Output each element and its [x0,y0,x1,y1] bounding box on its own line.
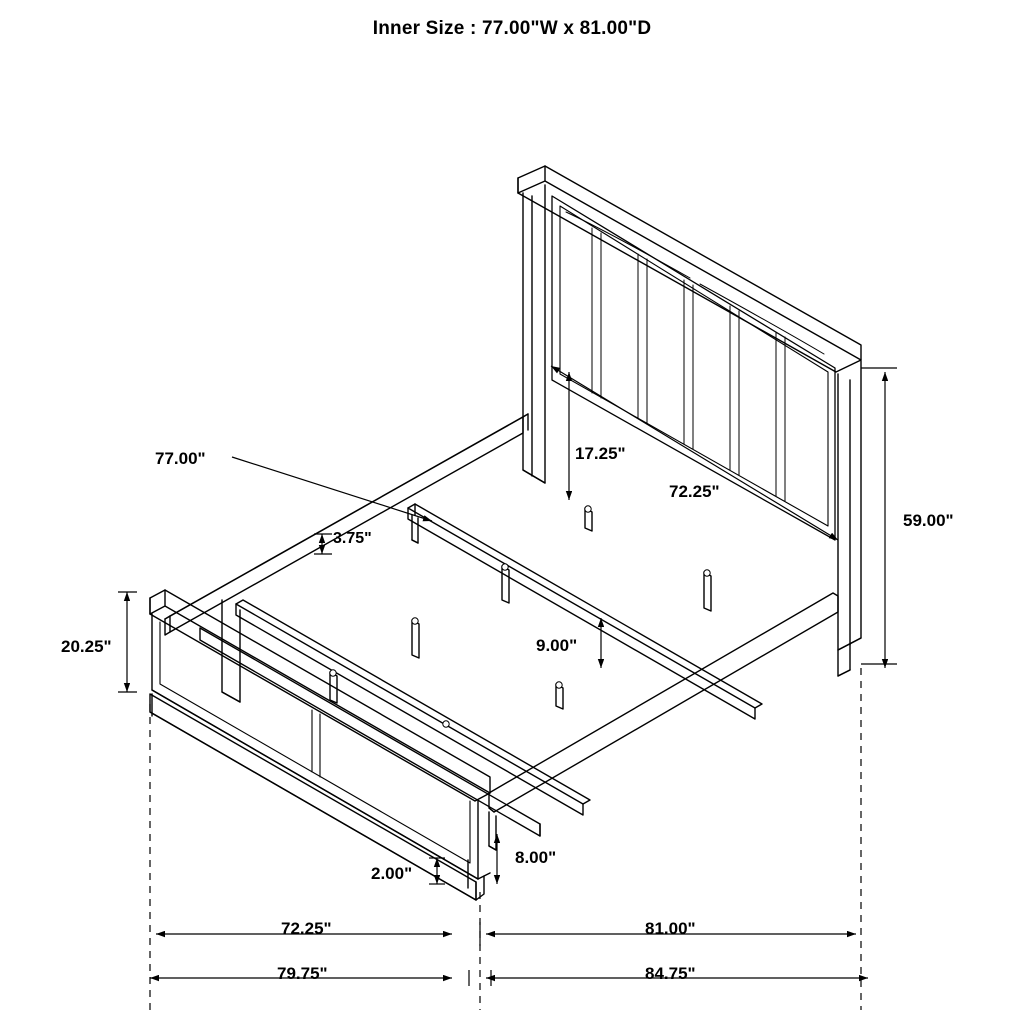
dimension-label-headboard-72: 72.25" [669,482,720,501]
dimension-label-width-77: 77.00" [155,449,206,468]
dimension-label-footboard-20: 20.25" [61,637,112,656]
dimension-label-footprint-72: 72.25" [281,919,332,938]
dimension-label-footprint-81: 81.00" [645,919,696,938]
page-title: Inner Size : 77.00"W x 81.00"D [372,18,652,39]
dimension-label-leg-8: 8.00" [515,848,557,867]
dimension-label-height-59: 59.00" [903,511,954,530]
dimension-label-headboard-panel-17: 17.25" [575,444,626,463]
dimension-label-overall-79: 79.75" [277,964,328,983]
dimension-label-slat-3-75: 3.75" [333,530,372,547]
dimension-label-rail-2: 2.00" [371,864,413,883]
dimension-label-overall-84: 84.75" [645,964,696,983]
dimension-label-clearance-9: 9.00" [536,636,578,655]
